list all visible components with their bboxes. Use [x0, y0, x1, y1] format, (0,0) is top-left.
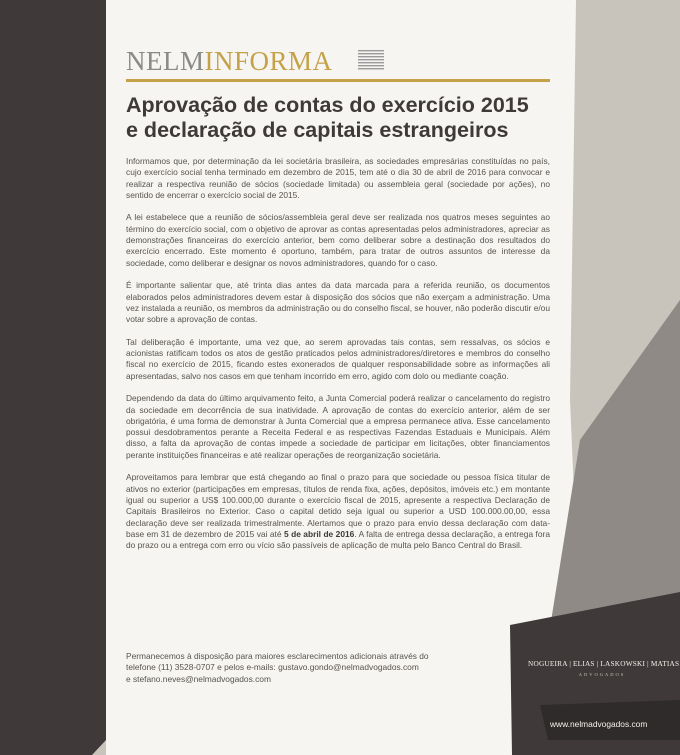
newspaper-lines-icon — [358, 50, 384, 72]
paragraph-1: Informamos que, por determinação da lei societária brasileira, as sociedades empresárias constituídas no país, cujo exercício social tenha terminado em dezembro de 2015, tem até o dia 30 de abril de 2016 para convocar e realizar a respectiva reunião de sócios (sociedade limitada) ou assembleia geral (sociedade por ações), no sentido de encerrar o exercício social de 2015. — [126, 156, 550, 200]
contact-line-3: e stefano.neves@nelmadvogados.com — [126, 673, 271, 684]
paragraph-4: Tal deliberação é importante, uma vez que, ao serem aprovadas tais contas, sem ressalvas, os sócios e acionistas ratificam todos os atos de gestão praticados pelos administradores/diretores e membros do conselho fiscal no exercício de 2015, ficando estes exonerados de qualquer responsabilidade sobre as informações ali apresentadas, salvo nos casos em que tenham incorrido em erro, agido com dolo ou mediante coação. — [126, 336, 550, 381]
paragraph-5: Dependendo da data do último arquivamento feito, a Junta Comercial poderá realizar o cancelamento do registro da sociedade em decorrência de sua inatividade. A aprovação de contas do exercício anterior, além de ser obrigatória, é uma forma de demonstrar à Junta Comercial que a empresa permanece ativa. Esse cancelamento possui desdobramentos perante a Receita Federal e as respectivas Fazendas Estaduais e Municipais. Além disso, a falta da aprovação de contas impede a sociedade de participar em licitações, obter financiamentos perante instituições financeiras e até realizar operações de reorganização societária. — [126, 393, 550, 460]
brand-logo — [126, 46, 333, 77]
contact-line-1: Permanecemos à disposição para maiores esclarecimentos adicionais através do — [126, 651, 429, 661]
title-line-1: Aprovação de contas do exercício 2015 — [126, 93, 529, 117]
website-link[interactable]: www.nelmadvogados.com — [550, 719, 648, 729]
article-body — [126, 156, 550, 563]
paragraph-3: É importante salientar que, até trinta dias antes da data marcada para a referida reunião, os documentos elaborados pelos administradores devem estar à disposição dos sócios que não exerçam a administração. Uma vez instalada a reunião, os membros da administração ou do conselho fiscal, se houver, não poderão discutir e/ou votar sobre a aprovação de contas. — [126, 280, 550, 325]
left-dark-panel — [0, 0, 106, 755]
firm-names: NOGUEIRA | ELIAS | LASKOWSKI | MATIAS — [528, 659, 680, 668]
paragraph-6-part-b: . A falta de entrega dessa declaração, a entrega fora do prazo ou a entrega com erro ou vício são passíveis de aplicação de multa pelo Banco Central do Brasil. — [126, 528, 550, 551]
title-line-2: e declaração de capitais estrangeiros — [126, 118, 509, 142]
paragraph-2: A lei estabelece que a reunião de sócios/assembleia geral deve ser realizada nos quatros meses seguintes ao término do exercício social, com o objetivo de aprovar as contas apresentadas pelos administradores, apreciar as demonstrações financeiras do exercício anterior, bem como deliberar sobre a destinação dos resultados do exercício encerrado. Este momento é oportuno, também, para tratar de outros assuntos de interesse da sociedade, como deliberar e designar os novos administradores, quando for o caso. — [126, 212, 550, 268]
firm-logo — [528, 659, 680, 677]
paragraph-6-part-a: Aproveitamos para lembrar que está chegando ao final o prazo para que sociedade ou pessoa física titular de ativos no exterior (participações em empresas, títulos de renda fixa, ações, depósitos, imóveis etc.) em montante igual ou superior a US$ 100.000,00 durante o exercício fiscal de 2015, apresente a respectiva Declaração de Capitais Brasileiros no Exterior. Caso o capital detido seja igual ou superior a USD 100.000.00,00, essa declaração deve ser realizada trimestralmente. Alertamos que o prazo para envio dessa declaração com data-base em 31 de dezembro de 2015 vai até — [126, 472, 550, 539]
firm-subtitle: ADVOGADOS — [578, 672, 626, 677]
paragraph-6 — [126, 472, 550, 551]
masthead — [126, 44, 550, 84]
contact-line-2: telefone (11) 3528-0707 e pelos e-mails: gustavo.gondo@nelmadvogados.com — [126, 662, 419, 673]
contact-info — [126, 651, 466, 685]
deadline-date: 5 de abril de 2016 — [283, 528, 355, 539]
brand-part-nelm: NELM — [126, 46, 205, 76]
page-title — [126, 93, 556, 143]
brand-part-informa: INFORMA — [204, 46, 333, 76]
gold-rule — [126, 79, 550, 82]
